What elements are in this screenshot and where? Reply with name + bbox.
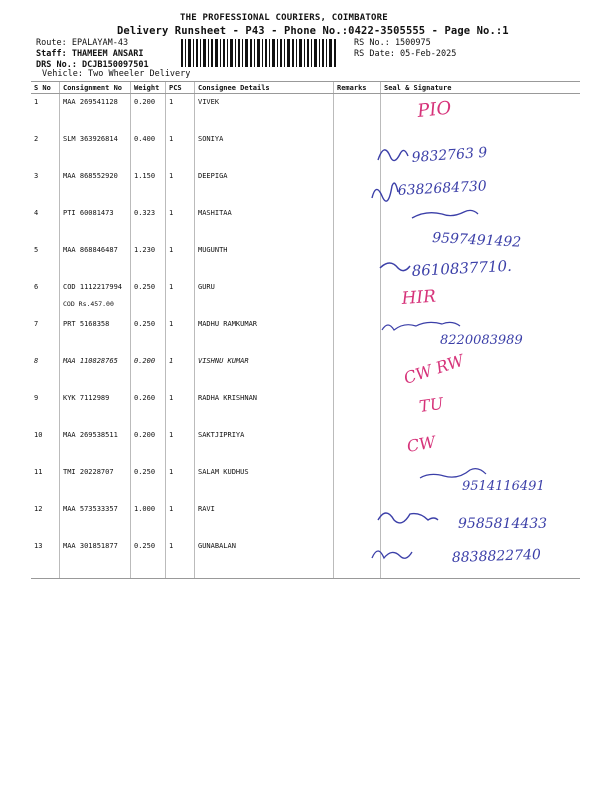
staff-label: Staff: THAMEEM ANSARI (36, 49, 144, 59)
cell-consignee: VISHNU KUMAR (195, 353, 334, 390)
cell-remarks (334, 242, 381, 279)
cell-remarks (334, 316, 381, 353)
col-consignment: Consignment No (60, 82, 131, 94)
cell-remarks (334, 538, 381, 579)
cell-pcs: 1 (166, 242, 195, 279)
cell-signature (381, 427, 581, 464)
handwritten-mark-r9: TU (417, 393, 445, 416)
cell-remarks (334, 168, 381, 205)
cell-sno: 4 (34, 209, 39, 217)
rs-number: RS No.: 1500975 (354, 38, 431, 48)
col-sno: S No (31, 82, 60, 94)
table-row (31, 390, 580, 427)
handwritten-mark-r10: CW (405, 432, 437, 456)
cell-consignment: SLM 363926814 (60, 131, 131, 168)
cell-signature (381, 353, 581, 390)
cell-remarks (334, 501, 381, 538)
cell-weight: 0.250 (131, 538, 166, 579)
cell-consignee: DEEPIGA (195, 168, 334, 205)
cell-signature (381, 390, 581, 427)
handwritten-mark-r1: PIO (416, 97, 453, 122)
cell-remarks (334, 353, 381, 390)
rs-date: RS Date: 05-Feb-2025 (354, 49, 457, 59)
cell-pcs: 1 (166, 538, 195, 579)
table-row (31, 501, 580, 538)
table-row (31, 316, 580, 353)
cell-sno: 2 (34, 135, 39, 143)
cell-consignment: MAA 868552920 (60, 168, 131, 205)
cell-consignee: MADHU RAMKUMAR (195, 316, 334, 353)
runsheet-meta-left (36, 38, 149, 71)
cell-signature (381, 94, 581, 132)
cell-weight: 0.200 (131, 427, 166, 464)
cell-consignee: RAVI (195, 501, 334, 538)
cell-signature (381, 501, 581, 538)
handwritten-mark-r2: 9832763 9 (411, 144, 488, 166)
cell-pcs: 1 (166, 279, 195, 316)
cell-consignment (60, 279, 131, 316)
cell-consignment: MAA 301851877 (60, 538, 131, 579)
cell-sno: 10 (34, 431, 43, 439)
handwritten-mark-r13: 8838822740 (451, 546, 542, 566)
cell-weight: 0.323 (131, 205, 166, 242)
cell-weight: 1.150 (131, 168, 166, 205)
cell-remarks (334, 94, 381, 132)
table-row (31, 538, 580, 579)
cod-amount: COD Rs.457.00 (63, 300, 114, 308)
cell-sno: 13 (31, 538, 60, 579)
cell-weight: 0.250 (131, 464, 166, 501)
cell-sno: 8 (34, 357, 39, 365)
cell-consignment: MAA 110828765 (60, 353, 131, 390)
cell-consignee: SALAM KUDHUS (195, 464, 334, 501)
cell-sno: 5 (34, 246, 39, 254)
cell-signature (381, 279, 581, 316)
table-row (31, 279, 580, 316)
cell-remarks (334, 131, 381, 168)
cell-weight: 0.200 (131, 94, 166, 132)
barcode-image (181, 37, 336, 69)
cell-sno: 1 (34, 98, 39, 106)
handwritten-mark-r5: 8610837710. (411, 256, 513, 280)
cell-consignment: PTI 60081473 (60, 205, 131, 242)
cell-signature (381, 168, 581, 205)
cell-weight: 0.250 (131, 279, 166, 316)
cell-pcs: 1 (166, 168, 195, 205)
cell-sno: 11 (34, 468, 43, 476)
cell-pcs: 1 (166, 353, 195, 390)
cell-pcs: 1 (166, 205, 195, 242)
handwritten-mark-r7: 8220083989 (440, 333, 523, 348)
cell-pcs: 1 (166, 131, 195, 168)
cell-consignment: MAA 868846487 (60, 242, 131, 279)
table-row (31, 205, 580, 242)
vehicle-label: Vehicle: Two Wheeler Delivery (42, 69, 191, 79)
cell-weight: 1.000 (131, 501, 166, 538)
cell-consignment: MAA 269541128 (60, 94, 131, 132)
cell-consignee: GURU (195, 279, 334, 316)
cell-pcs: 1 (166, 501, 195, 538)
handwritten-mark-r3: 6382684730 (397, 178, 488, 199)
cell-consignee: MASHITAA (195, 205, 334, 242)
cell-pcs: 1 (166, 316, 195, 353)
cell-weight: 0.250 (131, 316, 166, 353)
table-header-row (31, 82, 580, 94)
table-row (31, 94, 580, 132)
cell-pcs: 1 (166, 464, 195, 501)
handwritten-mark-r8: CW RW (401, 350, 467, 388)
cell-consignee: RADHA KRISHNAN (195, 390, 334, 427)
cell-weight: 0.200 (131, 353, 166, 390)
cell-signature (381, 131, 581, 168)
cell-pcs: 1 (166, 427, 195, 464)
runsheet-meta-right (354, 38, 456, 60)
cell-weight: 1.230 (131, 242, 166, 279)
handwritten-mark-r4: 9597491492 (431, 230, 522, 251)
handwritten-mark-r12: 9585814433 (458, 516, 548, 532)
cell-remarks (334, 427, 381, 464)
table-row (31, 131, 580, 168)
table-row (31, 168, 580, 205)
consignment-number: COD 1112217994 (63, 283, 123, 291)
company-name: THE PROFESSIONAL COURIERS, COIMBATORE (180, 13, 388, 23)
table-row (31, 242, 580, 279)
cell-signature (381, 538, 581, 579)
table-row (31, 353, 580, 390)
col-weight: Weight (131, 82, 166, 94)
cell-consignment: KYK 7112989 (60, 390, 131, 427)
cell-sno: 7 (34, 320, 39, 328)
cell-weight: 0.260 (131, 390, 166, 427)
cell-sno: 12 (34, 505, 43, 513)
cell-remarks (334, 279, 381, 316)
cell-consignment: MAA 573533357 (60, 501, 131, 538)
cell-consignee: GUNABALAN (195, 538, 334, 579)
cell-consignment: PRT 5168358 (60, 316, 131, 353)
handwritten-mark-r11: 9514116491 (462, 479, 545, 494)
cell-consignee: SONIYA (195, 131, 334, 168)
col-pcs: PCS (166, 82, 195, 94)
cell-pcs: 1 (166, 390, 195, 427)
cell-consignment: TMI 20228707 (60, 464, 131, 501)
table-row (31, 427, 580, 464)
cell-sno: 3 (34, 172, 39, 180)
cell-signature (381, 242, 581, 279)
cell-sno: 6 (34, 283, 39, 291)
cell-weight: 0.400 (131, 131, 166, 168)
cell-consignment: MAA 269538511 (60, 427, 131, 464)
cell-signature (381, 464, 581, 501)
table-row (31, 464, 580, 501)
cell-remarks (334, 205, 381, 242)
runsheet-table (31, 81, 580, 579)
cell-consignee: MUGUNTH (195, 242, 334, 279)
drs-number: DRS No.: DCJB150097501 (36, 60, 149, 70)
col-signature: Seal & Signature (381, 82, 581, 94)
cell-consignee: SAKTJIPRIYA (195, 427, 334, 464)
cell-signature (381, 316, 581, 353)
col-remarks: Remarks (334, 82, 381, 94)
cell-sno: 9 (34, 394, 39, 402)
cell-pcs: 1 (166, 94, 195, 132)
cell-remarks (334, 464, 381, 501)
runsheet-title: Delivery Runsheet - P43 - Phone No.:0422-3505555 - Page No.:1 (117, 25, 509, 37)
cell-consignee: VIVEK (195, 94, 334, 132)
cell-remarks (334, 390, 381, 427)
handwritten-mark-r6: HIR (400, 286, 437, 309)
cell-signature (381, 205, 581, 242)
route-label: Route: EPALAYAM-43 (36, 38, 129, 48)
col-consignee: Consignee Details (195, 82, 334, 94)
